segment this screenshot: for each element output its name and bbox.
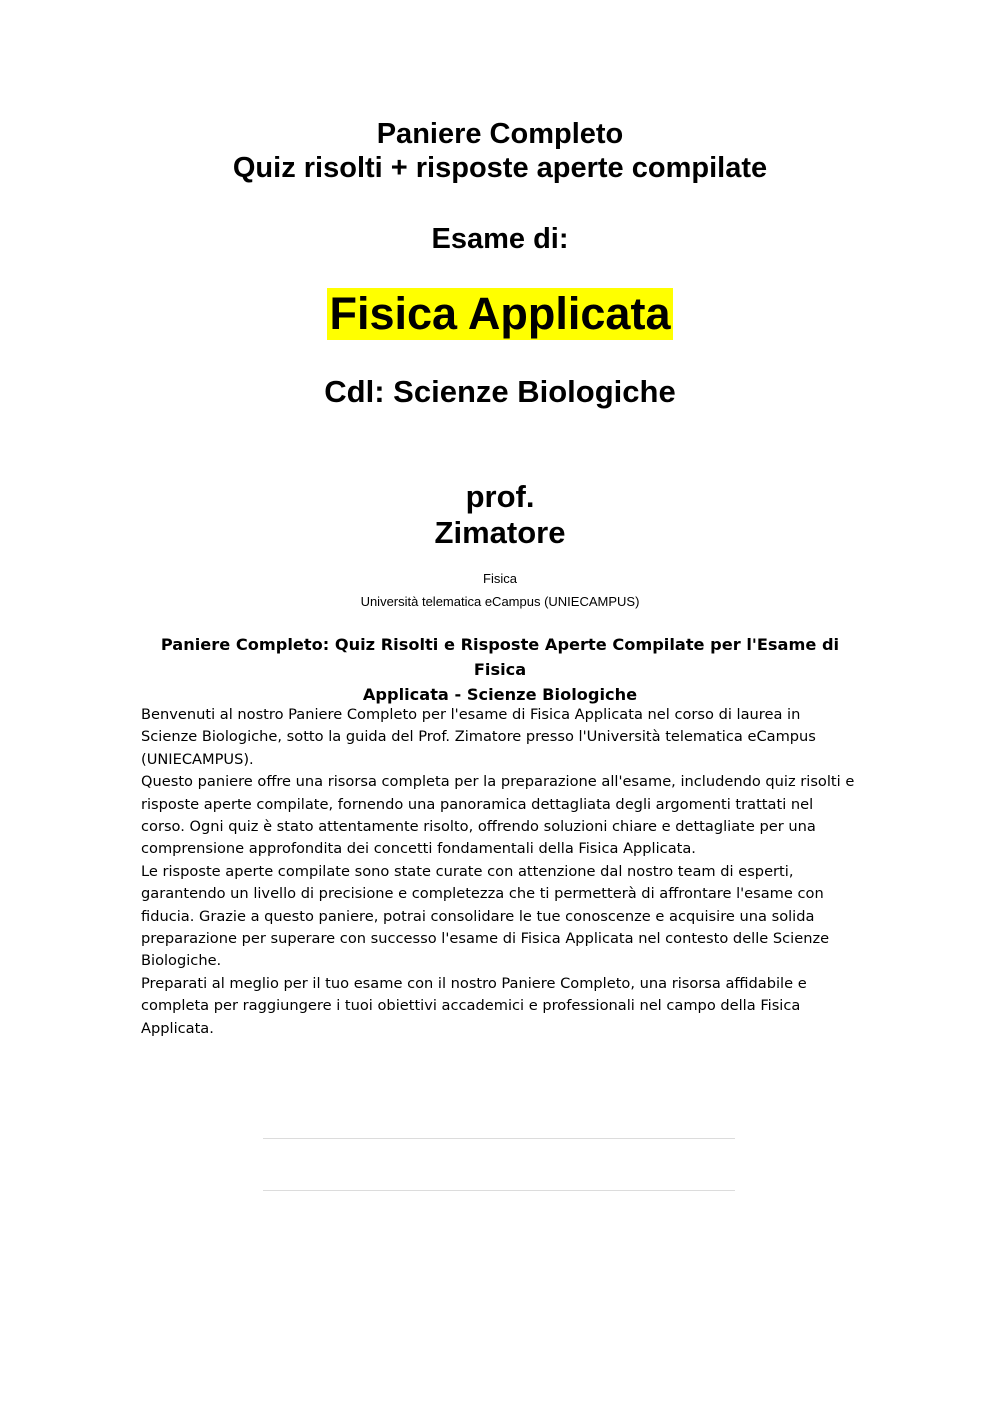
subject-label: Fisica — [483, 571, 517, 586]
divider-line — [263, 1190, 735, 1191]
course-name-highlighted: Fisica Applicata — [327, 288, 674, 340]
body-paragraph-content: Questo paniere offre una risorsa completa per la preparazione all'esame, includendo quiz risolti e risposte aperte compilate, fornendo una panoramica dettagliata degli argomenti trattati nel corso. Ogni quiz è stato attentamente risolto, offrendo soluzioni chiare e dettagliate per una comprensione approfondita dei concetti fondamentali della Fisica Applicata. — [141, 773, 855, 858]
article-heading-line2: Applicata - Scienze Biologiche — [362, 685, 638, 704]
university-label: Università telematica eCampus (UNIECAMPUS) — [360, 594, 640, 609]
article-heading-line1: Paniere Completo: Quiz Risolti e Risposte Aperte Compilate per l'Esame di Fisica — [160, 635, 840, 679]
body-paragraph-closing: Preparati al meglio per il tuo esame con il nostro Paniere Completo, una risorsa affidabile e completa per raggiungere i tuoi obiettivi accademici e professionali nel campo della Fisica Applicata. — [141, 974, 807, 1037]
cover-title-line2: Quiz risolti + risposte aperte compilate — [232, 152, 768, 184]
course-name-container — [0, 288, 1000, 351]
professor-label: prof. — [465, 479, 535, 514]
divider-line — [263, 1138, 735, 1139]
professor-name: Zimatore — [434, 515, 566, 550]
body-paragraph-answers: Le risposte aperte compilate sono state curate con attenzione dal nostro team di esperti, garantendo un livello di precisione e completezza che ti permetterà di affrontare l'esame con fiducia. Grazie a questo paniere, potrai consolidare le tue conoscenze e acquisire una solida preparazione per superare con successo l'esame di Fisica Applicata nel contesto delle Scienze Biologiche. — [141, 862, 830, 970]
degree-course: Cdl: Scienze Biologiche — [324, 374, 676, 409]
article-heading — [150, 632, 850, 707]
body-paragraph-intro: Benvenuti al nostro Paniere Completo per l'esame di Fisica Applicata nel corso di laurea in Scienze Biologiche, sotto la guida del Prof. Zimatore presso l'Università telematica eCampus (UNIECAMPUS). — [141, 706, 816, 768]
cover-title-line1: Paniere Completo — [376, 118, 624, 150]
article-body — [141, 704, 861, 1040]
exam-label: Esame di: — [431, 223, 569, 255]
